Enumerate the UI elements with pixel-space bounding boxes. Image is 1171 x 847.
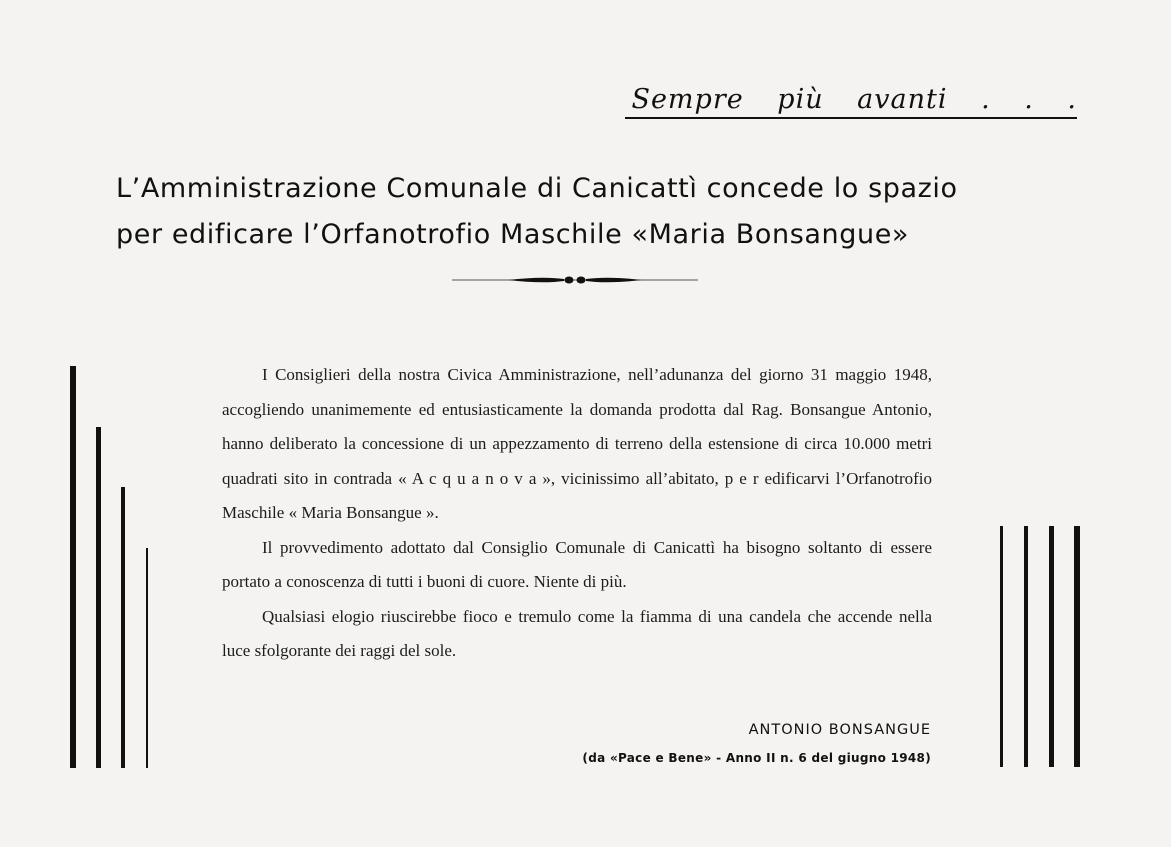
author-signature: ANTONIO BONSANGUE <box>748 722 931 738</box>
ornament-divider <box>452 272 698 288</box>
left-bar-1 <box>70 366 76 768</box>
title-line-1: L’Amministrazione Comunale di Canicattì concede lo spazio <box>116 173 958 204</box>
right-bar-3 <box>1049 526 1054 767</box>
page-title <box>116 166 1066 258</box>
paragraph-2: Il provvedimento adottato dal Consiglio Comunale di Canicattì ha bisogno soltanto di essere portato a conoscenza di tutti i buoni di cuore. Niente di più. <box>222 537 932 591</box>
paragraph-1: I Consiglieri della nostra Civica Amministrazione, nell’adunanza del giorno 31 maggio 1948, accogliendo unanimemente ed entusiasticamente la domanda prodotta dal Rag. Bonsangue Antonio, hanno deliberato la concessione di un appezzamento di terreno della estensione di circa 10.000 metri quadrati sito in contrada « A c q u a n o v a », vicinissimo all’abitato, p e r edificarvi l’Orfanotrofio Maschile « Maria Bonsangue ». <box>222 365 932 522</box>
right-bar-4 <box>1074 526 1080 767</box>
paragraph-3: Qualsiasi elogio riuscirebbe fioco e tremulo come la fiamma di una candela che accende nella luce sfolgorante dei raggi del sole. <box>222 606 932 660</box>
left-bar-3 <box>121 487 125 768</box>
right-bar-2 <box>1024 526 1028 767</box>
left-bar-4 <box>146 548 148 768</box>
right-bar-1 <box>1000 526 1003 767</box>
source-citation: (da «Pace e Bene» - Anno II n. 6 del giugno 1948) <box>582 751 931 765</box>
title-line-2: per edificare l’Orfanotrofio Maschile «Maria Bonsangue» <box>116 219 910 250</box>
motto: Sempre più avanti . . . <box>625 84 1077 119</box>
left-bar-2 <box>96 427 101 768</box>
article-body <box>222 358 932 669</box>
